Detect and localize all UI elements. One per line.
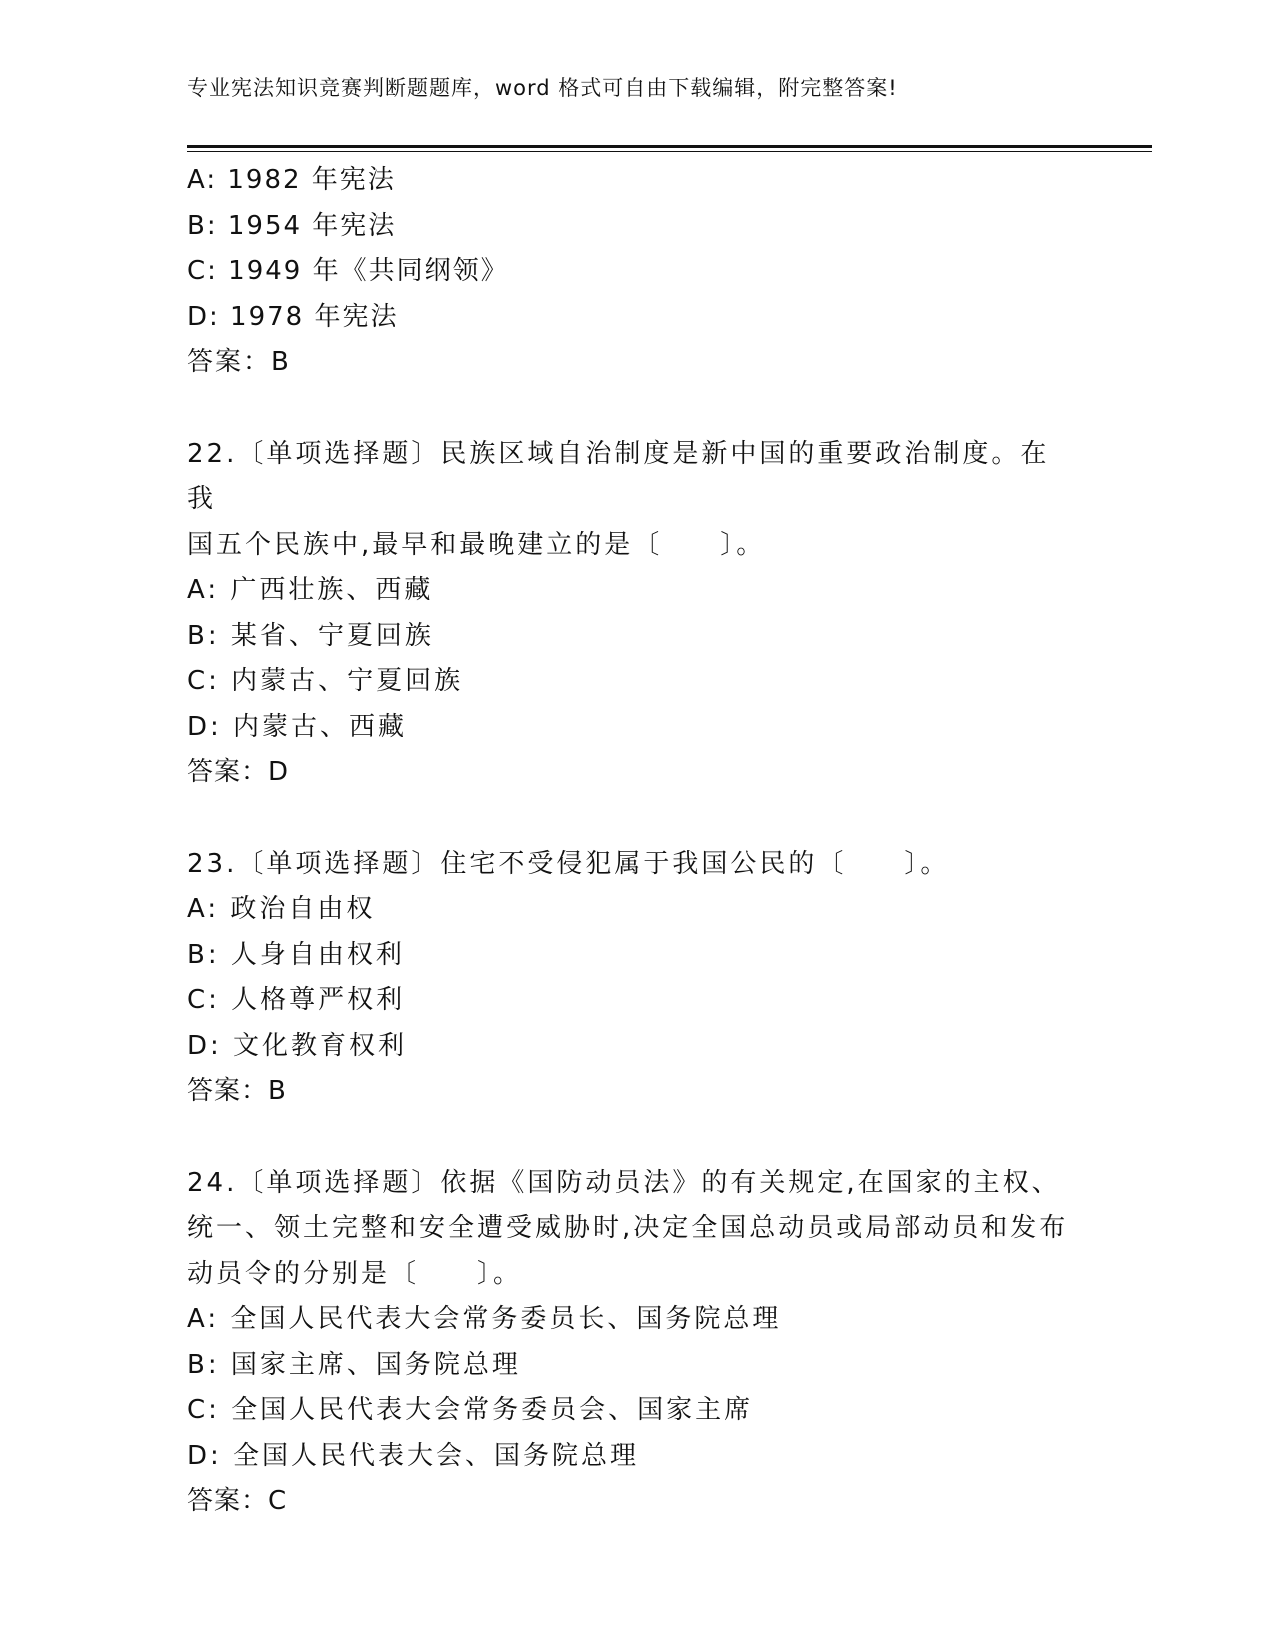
option-b: B: 国家主席、国务院总理	[187, 1349, 521, 1380]
answer-line: 答案：D	[187, 757, 290, 787]
question-block-21	[187, 158, 1087, 386]
answer-line: 答案：B	[187, 1076, 287, 1106]
document-body	[187, 158, 1087, 1525]
option-b: B: 某省、宁夏回族	[187, 620, 434, 651]
question-line: 统一、领土完整和安全遭受威胁时,决定全国总动员或局部动员和发布	[187, 1213, 1069, 1243]
question-block-24	[187, 1161, 1087, 1525]
answer-line: 答案：C	[187, 1486, 288, 1516]
option-a: A: 政治自由权	[187, 894, 376, 924]
page-header: 专业宪法知识竞赛判断题题库，word 格式可自由下载编辑，附完整答案!	[187, 76, 898, 100]
option-a: A: 1982 年宪法	[187, 165, 396, 195]
question-line: 22.〔单项选择题〕民族区域自治制度是新中国的重要政治制度。在我	[187, 438, 1050, 514]
option-c: C: 人格尊严权利	[187, 985, 406, 1015]
question-block-22	[187, 432, 1087, 796]
question-line: 24.〔单项选择题〕依据《国防动员法》的有关规定,在国家的主权、	[187, 1167, 1061, 1198]
question-block-23	[187, 842, 1087, 1115]
header-rule-thick	[187, 145, 1152, 148]
option-d: D: 1978 年宪法	[187, 301, 399, 332]
question-line: 国五个民族中,最早和最晚建立的是〔 〕。	[187, 529, 766, 560]
option-d: D: 内蒙古、西藏	[187, 711, 408, 742]
option-d: D: 全国人民代表大会、国务院总理	[187, 1440, 640, 1471]
header-rule-thin	[187, 151, 1152, 152]
option-c: C: 全国人民代表大会常务委员会、国家主席	[187, 1395, 754, 1425]
answer-line: 答案：B	[187, 347, 291, 377]
option-b: B: 人身自由权利	[187, 939, 405, 970]
question-line: 23.〔单项选择题〕住宅不受侵犯属于我国公民的〔 〕。	[187, 848, 950, 879]
option-a: A: 全国人民代表大会常务委员长、国务院总理	[187, 1304, 782, 1334]
question-line: 动员令的分别是〔 〕。	[187, 1258, 523, 1289]
option-d: D: 文化教育权利	[187, 1030, 408, 1061]
option-c: C: 1949 年《共同纲领》	[187, 256, 509, 286]
option-c: C: 内蒙古、宁夏回族	[187, 666, 464, 696]
option-a: A: 广西壮族、西藏	[187, 575, 434, 605]
option-b: B: 1954 年宪法	[187, 210, 397, 241]
